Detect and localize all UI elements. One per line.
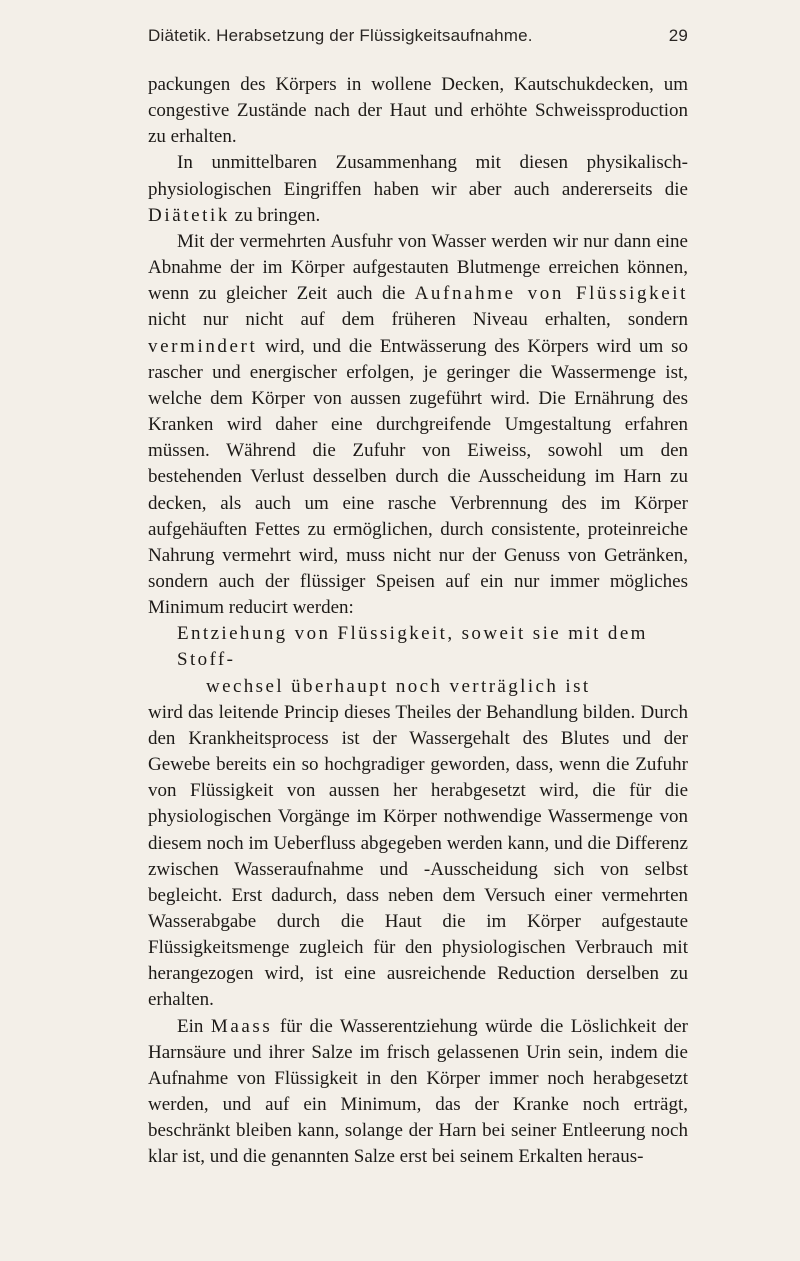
paragraph-2-text-before: In unmittelbaren Zusammenhang mit diesen physikalisch-physiologischen Eingriffen haben wir aber auch andererseits die [148, 152, 688, 200]
paragraph-5 [148, 700, 688, 1014]
paragraph-6-text-before: Ein [177, 1015, 211, 1037]
running-title: Diätetik. Herabsetzung der Flüssigkeitsaufnahme. [148, 26, 533, 45]
page-number: 29 [668, 26, 688, 45]
paragraph-6-text-after: für die Wasserentziehung würde die Löslichkeit der Harnsäure und ihrer Salze im frisch gelassenen Urin sein, indem die Aufnahme von Flüssigkeit in den Körper immer noch herabgesetzt werden, und auf ein Minimum, das der Kranke noch erträgt, beschränkt bleiben kann, solange der Harn bei seiner Entleerung noch klar ist, und die genannten Salze erst bei seinem Erkalten heraus- [148, 1015, 688, 1168]
paragraph-3-spaced-1: Aufnahme von Flüssigkeit [414, 283, 688, 305]
paragraph-6 [148, 1014, 688, 1171]
paragraph-3 [148, 229, 688, 621]
paragraph-5-text: wird das leitende Princip dieses Theiles der Behandlung bilden. Durch den Krankheitsprocess ist der Wassergehalt des Blutes und der Gewebe bereits ein so hochgradiger geworden, dass, wenn die Zufuhr von Flüssigkeit von aussen her herabgesetzt wird, die für die physiologischen Vorgänge im Körper nothwendige Wassermenge von diesem noch im Ueberfluss abgegeben werden kann, und die Differenz zwischen Wasseraufnahme und -Ausscheidung sich von selbst begleicht. Erst dadurch, dass neben dem Versuch einer vermehrten Wasserabgabe durch die Haut die im Körper aufgestaute Flüssigkeitsmenge zugleich für den physiologischen Verbrauch mit herangezogen wird, ist eine ausreichende Reduction derselben zu erhalten. [148, 701, 688, 1011]
paragraph-3-spaced-2: vermindert [148, 335, 258, 357]
paragraph-3-text-after: wird, und die Entwässerung des Körpers wird um so rascher und energischer erfolgen, je geringer die Wassermenge ist, welche dem Körper von aussen zugeführt wird. Die Ernährung des Kranken wird daher eine durchgreifende Umgestaltung erfahren müssen. Während die Zufuhr von Eiweiss, sowohl um den bestehenden Verlust desselben durch die Ausscheidung im Harn zu decken, als auch um eine rasche Verbrennung des im Körper aufgehäuften Fettes zu ermöglichen, durch consistente, proteinreiche Nahrung vermehrt wird, muss nicht nur der Genuss von Getränken, sondern auch der flüssiger Speisen auf ein nur immer mögliches Minimum reducirt werden: [148, 335, 688, 619]
paragraph-1 [148, 72, 688, 150]
emphasis-line-1: Entziehung von Flüssigkeit, soweit sie mit dem Stoff- [177, 623, 648, 671]
paragraph-3-text-mid: nicht nur nicht auf dem früheren Niveau erhalten, sondern [148, 309, 688, 331]
paragraph-2-spaced: Diätetik [148, 204, 231, 226]
paragraph-2 [148, 150, 688, 228]
paragraph-2-text-after: zu bringen. [230, 204, 321, 226]
emphasis-line-2: wechsel überhaupt noch verträglich ist [206, 675, 591, 697]
paragraph-1-text: packungen des Körpers in wollene Decken, Kautschukdecken, um congestive Zustände nach der Haut und erhöhte Schweissproduction zu erhalten. [148, 74, 688, 148]
paragraph-3-text-before: Mit der vermehrten Ausfuhr von Wasser werden wir nur dann eine Abnahme der im Körper aufgestauten Blutmenge erreichen können, wenn zu gleicher Zeit auch die [148, 230, 688, 305]
paragraph-6-spaced: Maass [210, 1015, 273, 1037]
body-text [148, 72, 688, 1171]
